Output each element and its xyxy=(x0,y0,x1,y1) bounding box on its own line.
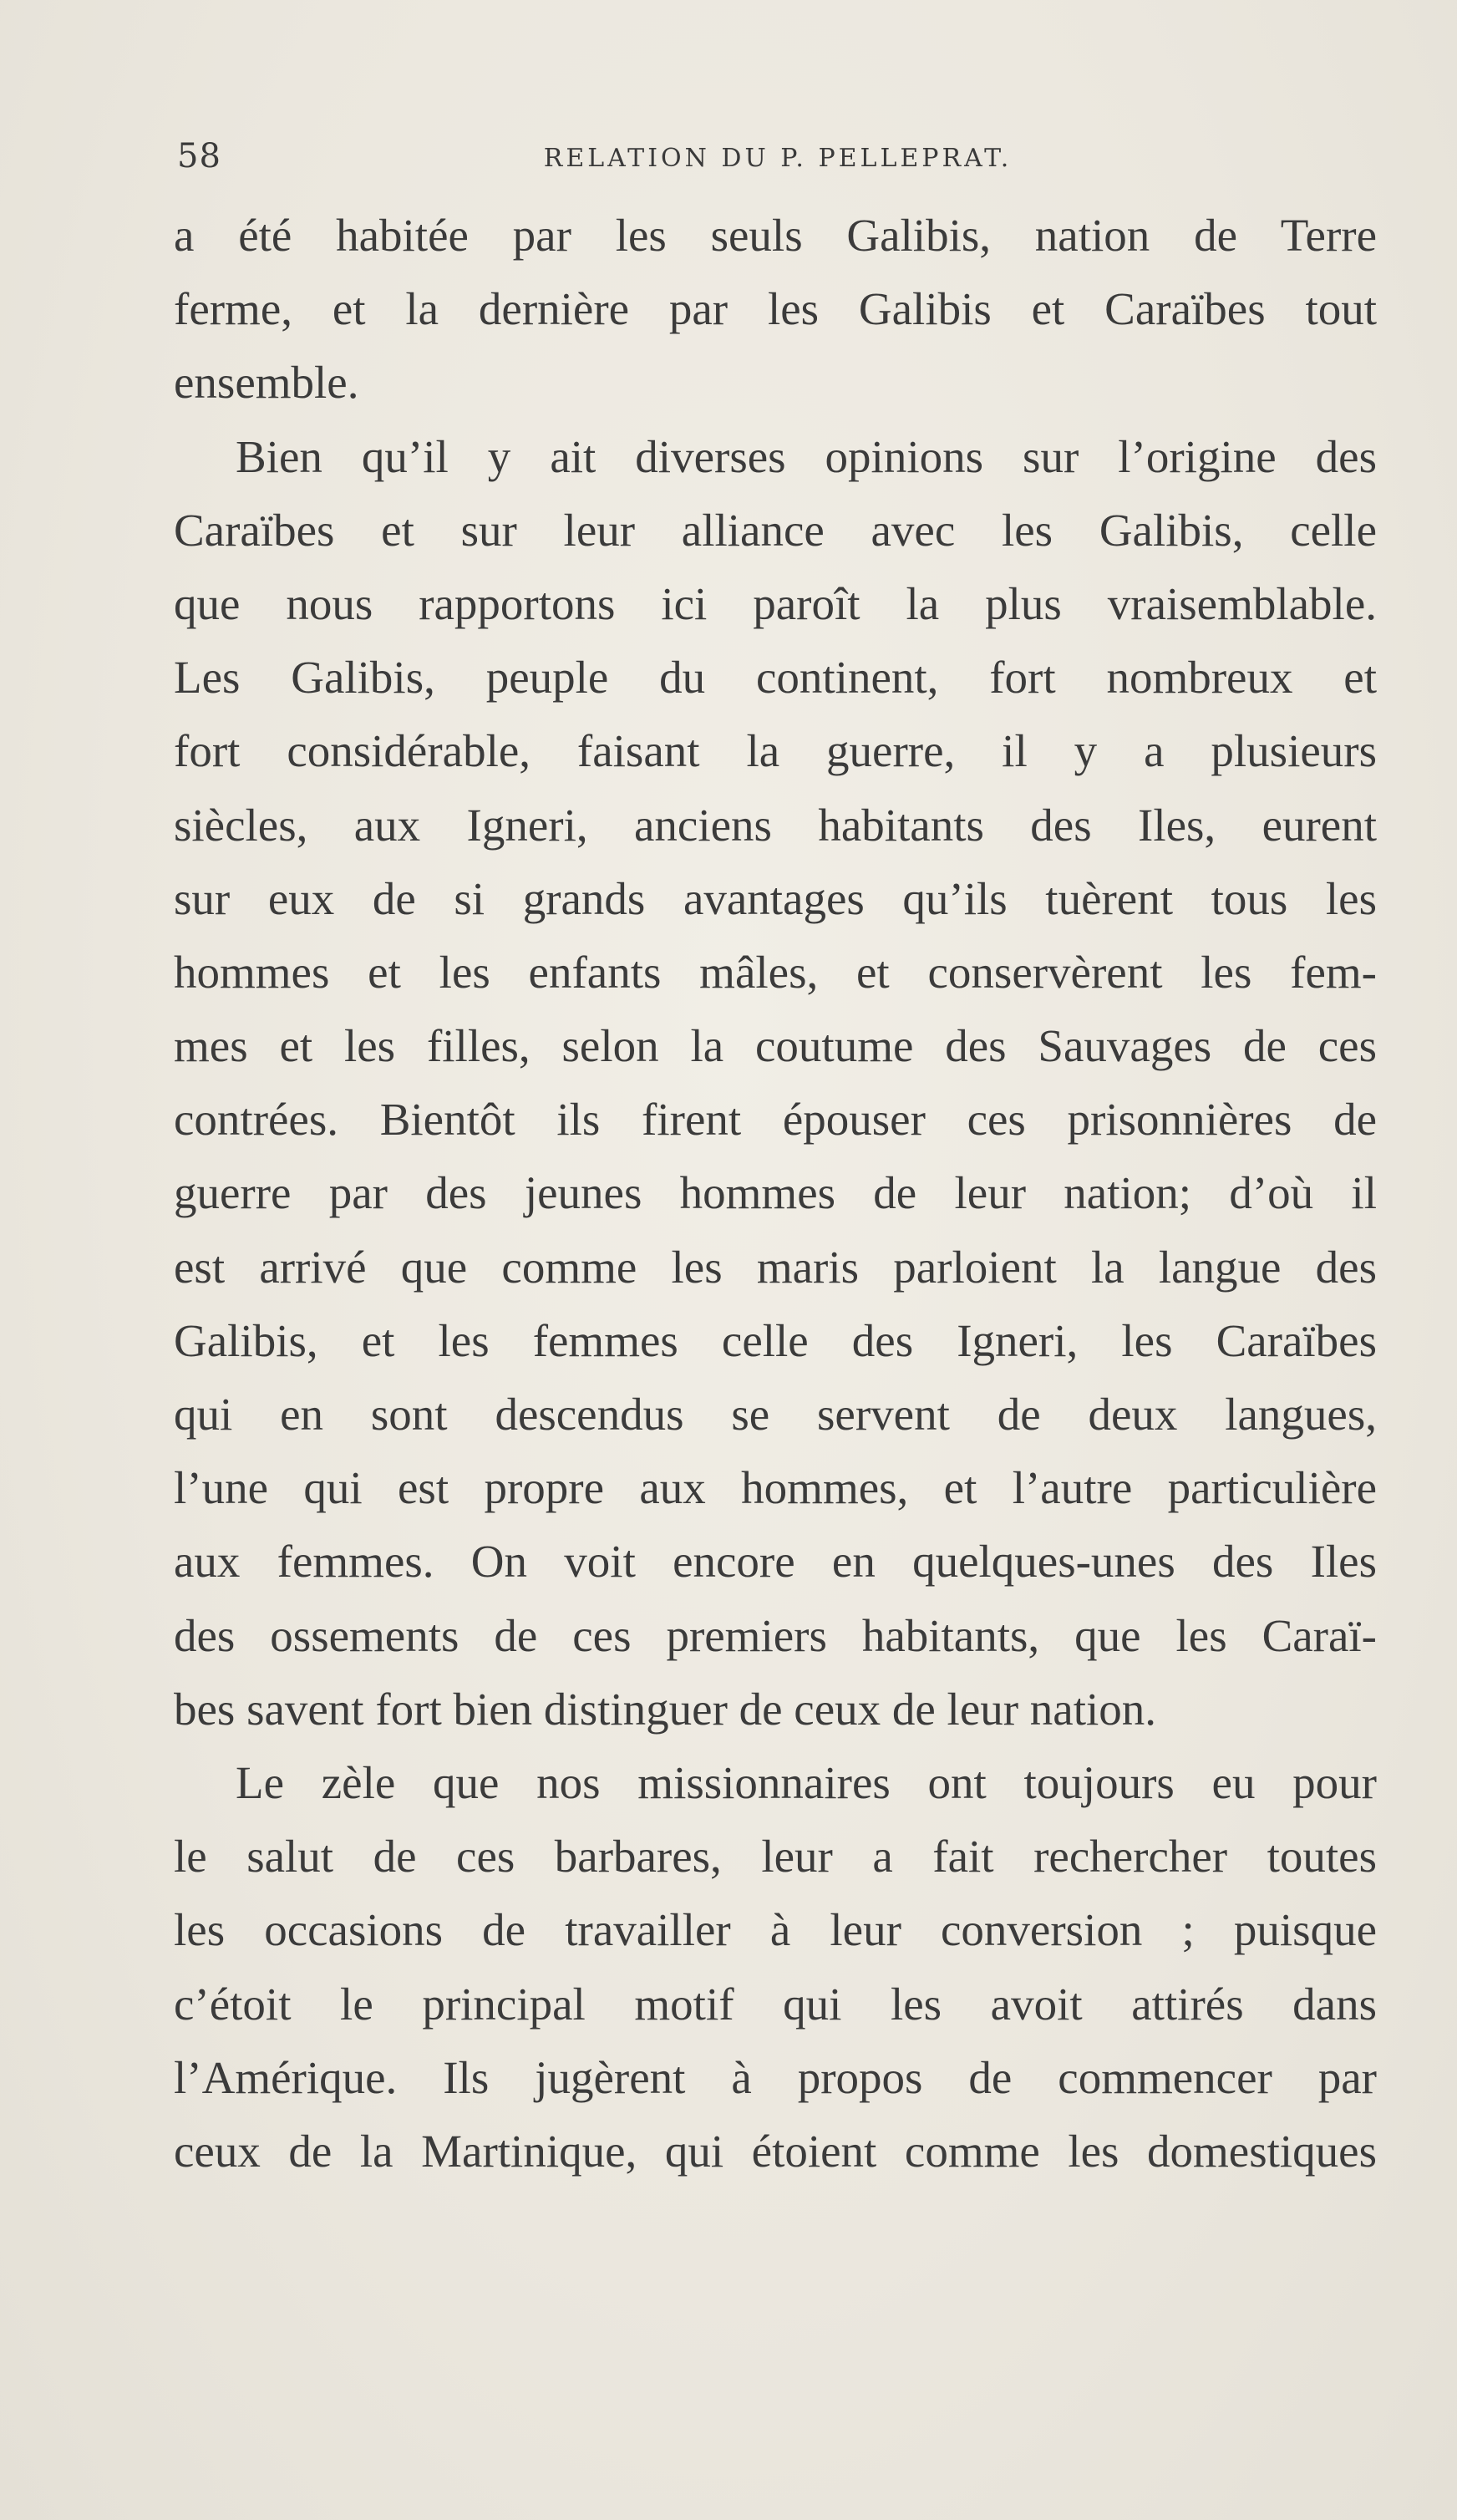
text-line: hommes et les enfants mâles, et conservèrent les fem- xyxy=(174,946,1377,998)
text-line: que nous rapportons ici paroît la plus vraisemblable. xyxy=(174,577,1377,629)
text-line: siècles, aux Igneri, anciens habitants des Iles, eurent xyxy=(174,799,1377,851)
text-line: est arrivé que comme les maris parloient la langue des xyxy=(174,1241,1377,1293)
text-line: l’Amérique. Ils jugèrent à propos de commencer par xyxy=(174,2051,1377,2103)
text-line: guerre par des jeunes hommes de leur nation; d’où il xyxy=(174,1167,1377,1219)
body-text xyxy=(174,199,1377,2188)
text-line: a été habitée par les seuls Galibis, nation de Terre xyxy=(174,210,1377,261)
text-line: bes savent fort bien distinguer de ceux de leur nation. xyxy=(174,1683,1157,1735)
text-line: fort considérable, faisant la guerre, il y a plusieurs xyxy=(174,725,1377,777)
text-line: c’étoit le principal motif qui les avoit attirés dans xyxy=(174,1978,1377,2030)
text-line: ferme, et la dernière par les Galibis et Caraïbes tout xyxy=(174,283,1377,335)
text-line: Galibis, et les femmes celle des Igneri, les Caraïbes xyxy=(174,1314,1377,1366)
text-line: Les Galibis, peuple du continent, fort nombreux et xyxy=(174,652,1377,704)
text-line: ceux de la Martinique, qui étoient comme les domestiques xyxy=(174,2125,1377,2177)
text-line: sur eux de si grands avantages qu’ils tuèrent tous les xyxy=(174,872,1377,924)
text-line: Bien qu’il y ait diverses opinions sur l’origine des xyxy=(236,430,1377,482)
text-line: contrées. Bientôt ils firent épouser ces prisonnières de xyxy=(174,1094,1377,1146)
text-line: l’une qui est propre aux hommes, et l’autre particulière xyxy=(174,1462,1377,1514)
text-line: les occasions de travailler à leur conversion ; puisque xyxy=(174,1904,1377,1956)
page-number: 58 xyxy=(177,137,221,175)
text-line: mes et les filles, selon la coutume des Sauvages de ces xyxy=(174,1020,1377,1072)
text-line: qui en sont descendus se servent de deux langues, xyxy=(174,1389,1377,1440)
running-title: RELATION DU P. PELLEPRAT. xyxy=(543,144,1013,173)
text-line: le salut de ces barbares, leur a fait rechercher toutes xyxy=(174,1831,1377,1882)
page-header xyxy=(177,132,1378,182)
text-line: ensemble. xyxy=(174,357,359,409)
text-line: Caraïbes et sur leur alliance avec les Galibis, celle xyxy=(174,504,1377,556)
text-line: Le zèle que nos missionnaires ont toujours eu pour xyxy=(236,1756,1377,1808)
text-line: des ossements de ces premiers habitants, que les Caraï- xyxy=(174,1609,1377,1661)
text-line: aux femmes. On voit encore en quelques-unes des Iles xyxy=(174,1536,1377,1588)
